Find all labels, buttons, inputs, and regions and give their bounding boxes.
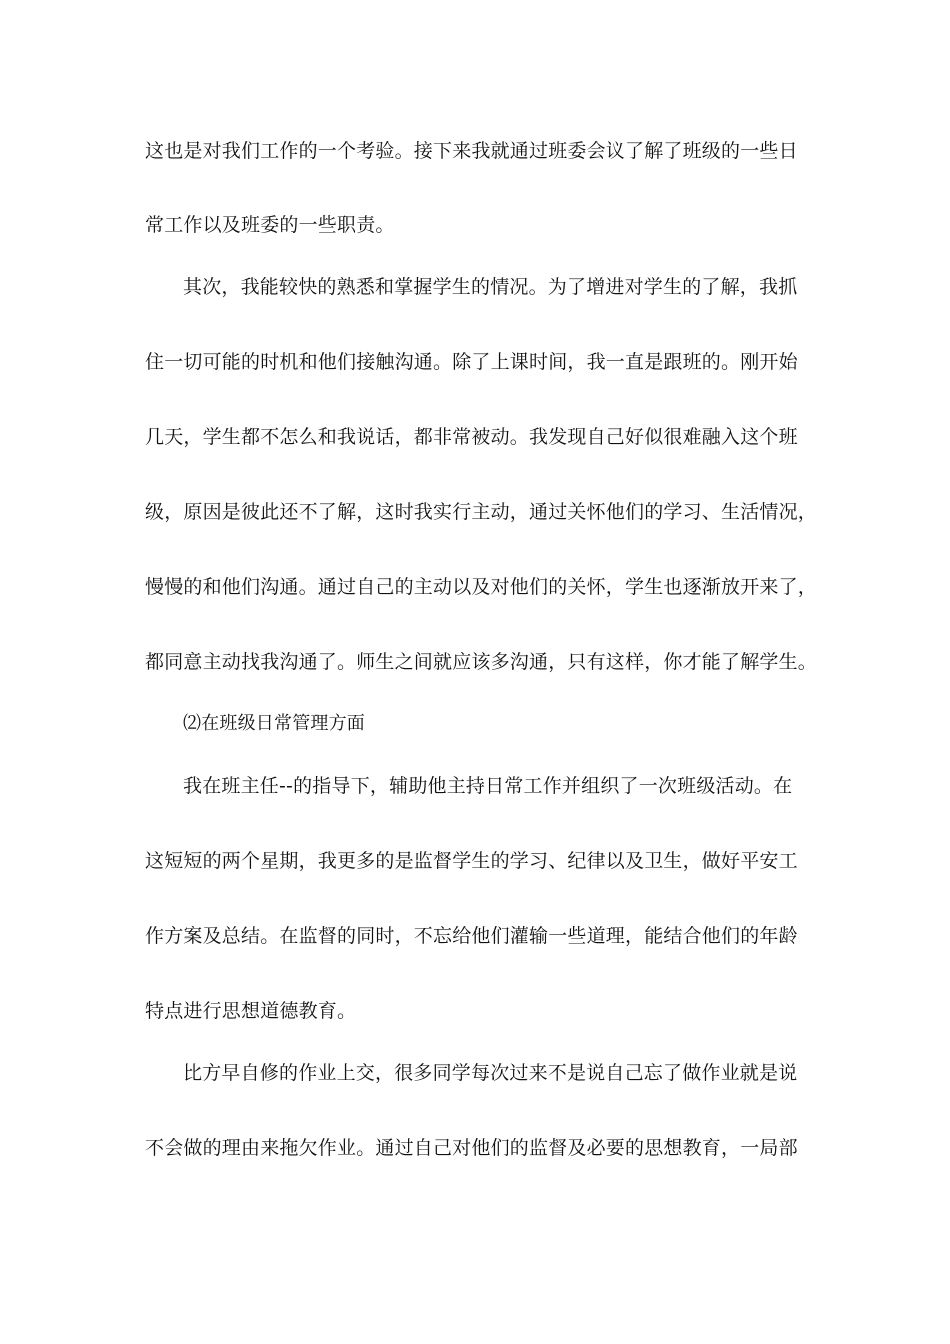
- text-line: 都同意主动找我沟通了。师生之间就应该多沟通，只有这样，你才能了解学生。: [145, 651, 818, 673]
- text-line: 慢慢的和他们沟通。通过自己的主动以及对他们的关怀，学生也逐渐放开来了，: [145, 576, 818, 598]
- text-line: 常工作以及班委的一些职责。: [145, 214, 395, 236]
- text-line: 这短短的两个星期，我更多的是监督学生的学习、纪律以及卫生，做好平安工: [145, 850, 798, 872]
- text-line: 住一切可能的时机和他们接触沟通。除了上课时间，我一直是跟班的。刚开始: [145, 351, 798, 373]
- section-heading: ⑵在班级日常管理方面: [183, 713, 365, 734]
- text-line: 特点进行思想道德教育。: [145, 1000, 357, 1022]
- text-line: 几天，学生都不怎么和我说话，都非常被动。我发现自己好似很难融入这个班: [145, 426, 798, 448]
- paragraph-first-line: 其次，我能较快的熟悉和掌握学生的情况。为了增进对学生的了解，我抓: [183, 276, 798, 298]
- paragraph-first-line: 比方早自修的作业上交，很多同学每次过来不是说自己忘了做作业就是说: [183, 1062, 798, 1084]
- text-line: 级，原因是彼此还不了解，这时我实行主动，通过关怀他们的学习、生活情况，: [145, 501, 818, 523]
- text-line: 这也是对我们工作的一个考验。接下来我就通过班委会议了解了班级的一些日: [145, 140, 798, 162]
- text-line: 作方案及总结。在监督的同时，不忘给他们灌输一些道理，能结合他们的年龄: [145, 925, 798, 947]
- text-line: 不会做的理由来拖欠作业。通过自己对他们的监督及必要的思想教育，一局部: [145, 1137, 798, 1159]
- paragraph-first-line: 我在班主任--的指导下，辅助他主持日常工作并组织了一次班级活动。在: [183, 775, 793, 797]
